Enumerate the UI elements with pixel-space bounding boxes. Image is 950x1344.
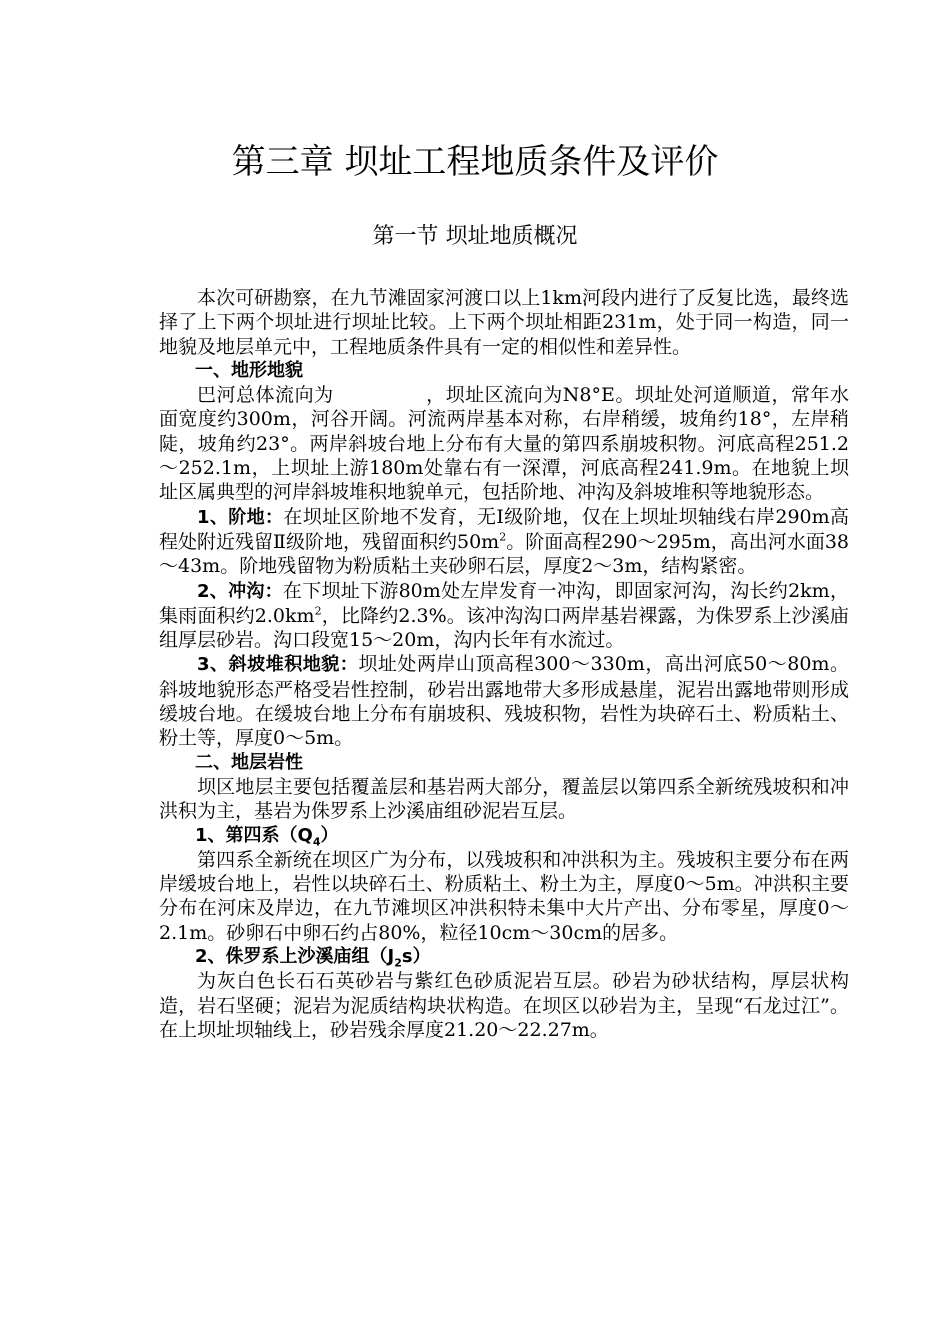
superscript: 2 — [499, 530, 507, 544]
terrace-label: 1、阶地： — [197, 506, 284, 528]
heading-quaternary-a: 1、第四系（Q — [195, 824, 313, 846]
terrace-text-a: 在坝址区阶地不发育，无Ⅰ级阶地，仅在上坝址坝轴线右岸290m高程处附近残留Ⅱ级阶地，残留面积约50m — [159, 505, 849, 553]
heading-quaternary — [159, 824, 849, 848]
heading-jurassic-a: 2、侏罗系上沙溪庙组（J — [195, 946, 395, 968]
gully-paragraph — [159, 579, 849, 653]
topography-paragraph — [159, 383, 849, 504]
chapter-title: 第三章 坝址工程地质条件及评价 — [231, 142, 719, 182]
heading-quaternary-b: ） — [320, 824, 339, 846]
subscript: 4 — [312, 835, 321, 849]
gully-text-a: 在下坝址下游80m处左岸发育一冲沟，即固家河沟，沟长约2km，集雨面积约2.0km — [159, 579, 849, 627]
jurassic-paragraph: 为灰白色长石石英砂岩与紫红色砂质泥岩互层。砂岩为砂状结构，厚层状构造，岩石坚硬；泥岩为泥质结构块状构造。在坝区以砂岩为主，呈现“石龙过江”。在上坝址坝轴线上，砂岩残余厚度21.20～22.27m。 — [159, 970, 849, 1041]
gully-label: 2、冲沟： — [197, 580, 283, 602]
heading-jurassic-b: s） — [401, 946, 431, 968]
strata-paragraph: 坝区地层主要包括覆盖层和基岩两大部分，覆盖层以第四系全新统残坡积和冲洪积为主，基岩为侏罗系上沙溪庙组砂泥岩互层。 — [159, 775, 849, 823]
quaternary-paragraph: 第四系全新统在坝区广为分布，以残坡积和冲洪积为主。残坡积主要分布在两岸缓坡台地上，岩性以块碎石土、粉质粘土、粉土为主，厚度0～5m。冲洪积主要分布在河床及岸边，在九节滩坝区冲洪积特未集中大片产出、分布零星，厚度0～2.1m。砂卵石中卵石约占80%，粒径10cm～30cm的居多。 — [159, 848, 849, 944]
document-body — [159, 286, 849, 1042]
section-title: 第一节 坝址地质概况 — [372, 224, 578, 249]
heading-strata: 二、地层岩性 — [195, 751, 303, 773]
subscript: 2 — [394, 956, 402, 970]
terrace-text-b: 。阶面高程290～295m，高出河水面38～43m。阶地残留物为粉质粘土夹砂卵石层，厚度2～3m，结构紧密。 — [159, 530, 850, 578]
heading-jurassic — [159, 945, 849, 969]
topography-text-b: ，坝址区流向为N8°E。坝址处河道顺道，常年水面宽度约300m，河谷开阔。河流两岸基本对称，右岸稍缓，坡角约18°，左岸稍陡，坡角约23°。两岸斜坡台地上分布有大量的第四系崩坡积物。河底高程251.2～252.1m，上坝址上游180m处靠右有一深潭，河底高程241.9m。在地貌上坝址区属典型的河岸斜坡堆积地貌单元，包括阶地、冲沟及斜坡堆积等地貌形态。 — [159, 384, 849, 504]
slope-paragraph — [159, 652, 849, 750]
superscript: 2 — [314, 604, 322, 618]
slope-text: 坝址处两岸山顶高程300～330m，高出河底50～80m。斜坡地貌形态严格受岩性控制，砂岩出露地带大多形成悬崖，泥岩出露地带则形成缓坡台地。在缓坡台地上分布有崩坡积、残坡积物，岩性为块碎石土、粉质粘土、粉土等，厚度0～5m。 — [159, 653, 849, 750]
terrace-paragraph — [159, 505, 849, 579]
gully-text-b: ，比降约2.3%。该冲沟沟口两岸基岩裸露，为侏罗系上沙溪庙组厚层砂岩。沟口段宽15～20m，沟内长年有水流过。 — [159, 604, 850, 652]
topography-text-a: 巴河总体流向为 — [197, 384, 334, 407]
heading-topography: 一、地形地貌 — [195, 359, 303, 381]
slope-label: 3、斜坡堆积地貌： — [197, 654, 359, 676]
intro-paragraph: 本次可研勘察，在九节滩固家河渡口以上1km河段内进行了反复比选，最终选择了上下两个坝址进行坝址比较。上下两个坝址相距231m，处于同一构造，同一地貌及地层单元中，工程地质条件具有一定的相似性和差异性。 — [159, 287, 849, 358]
